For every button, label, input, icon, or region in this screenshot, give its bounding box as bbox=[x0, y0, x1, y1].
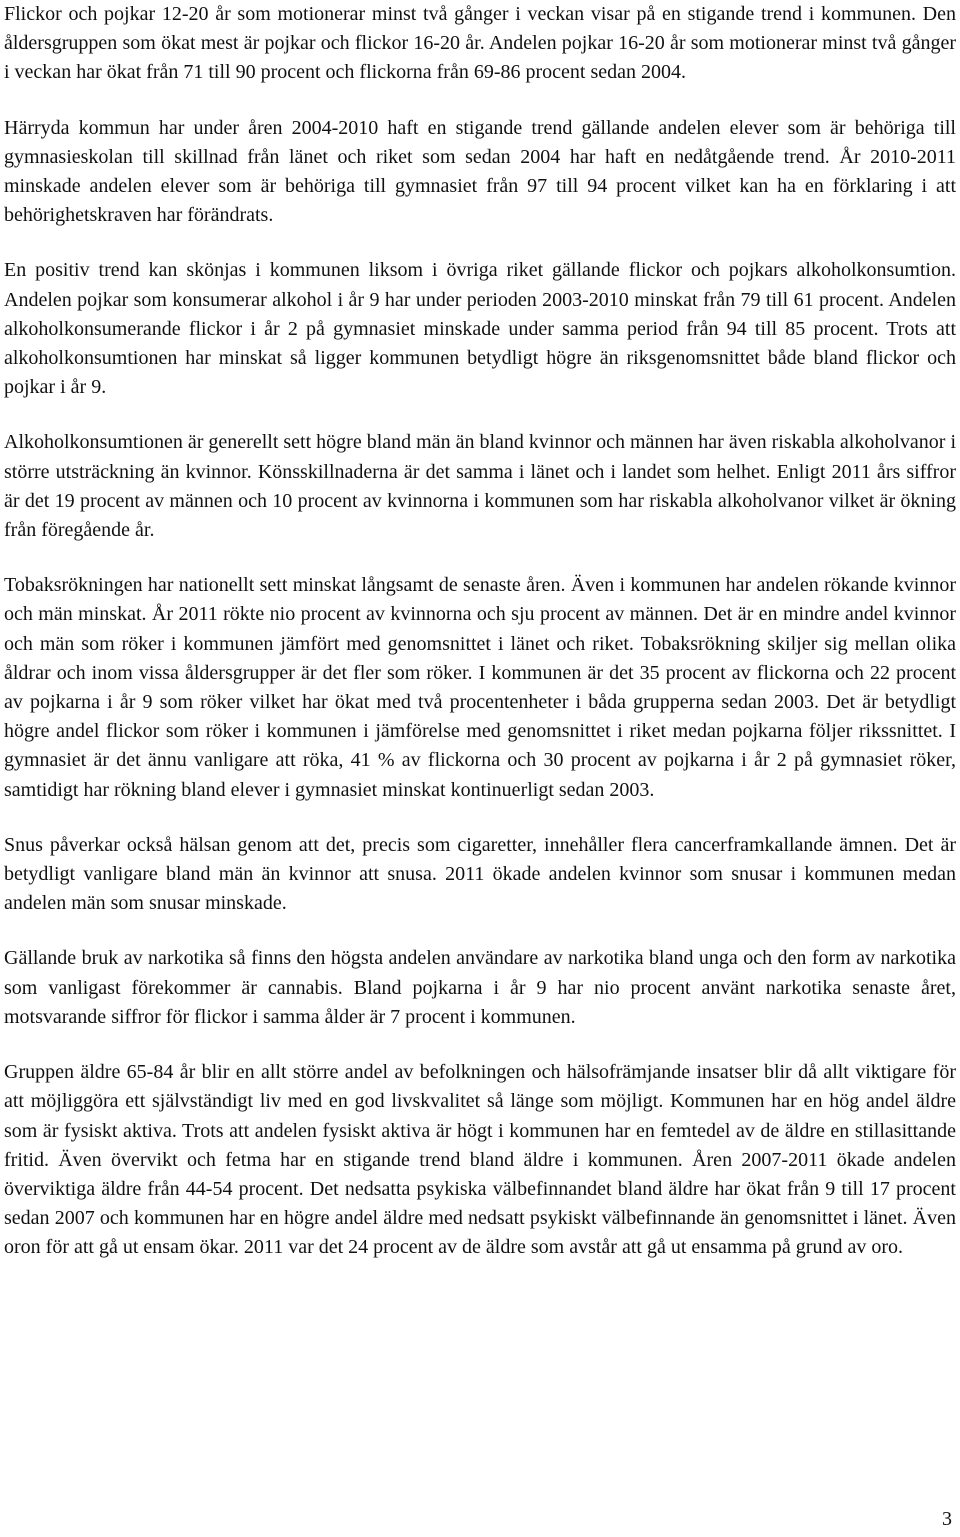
paragraph-exercise: Flickor och pojkar 12-20 år som motionerar minst två gånger i veckan visar på en stigande trend i kommunen. Den åldersgruppen som ökat mest är pojkar och flickor 16-20 år. Andelen pojkar 16-20 år som motionerar minst två gånger i veckan har ökat från 71 till 90 procent och flickorna från 69-86 procent sedan 2004. bbox=[4, 3, 956, 84]
paragraph-snus: Snus påverkar också hälsan genom att det, precis som cigaretter, innehåller flera cancerframkallande ämnen. Det är betydligt vanligare bland män än kvinnor att snusa. 2011 ökade andelen kvinnor som snusar i kommunen medan andelen män som snusar minskade. bbox=[4, 833, 956, 915]
document-page bbox=[4, 0, 956, 1289]
paragraph-adult-alcohol: Alkoholkonsumtionen är generellt sett högre bland män än bland kvinnor och männen har även riskabla alkoholvanor i större utsträckning än kvinnor. Könsskillnaderna är det samma i länet och i landet som helhet. Enligt 2011 års siffror är det 19 procent av männen och 10 procent av kvinnorna i kommunen som har riskabla alkoholvanor vilket är ökning från föregående år. bbox=[4, 431, 956, 542]
paragraph-youth-alcohol: En positiv trend kan skönjas i kommunen liksom i övriga riket gällande flickor och pojkars alkoholkonsumtion. Andelen pojkar som konsumerar alkohol i år 9 har under perioden 2003-2010 minskat från 79 till 61 procent. Andelen alkoholkonsumerande flickor i år 2 på gymnasiet minskade under samma period från 94 till 85 procent. Trots att alkoholkonsumtionen har minskat så ligger kommunen betydligt högre än riksgenomsnittet både bland flickor och pojkar i år 9. bbox=[4, 259, 956, 399]
paragraph-school-eligibility: Härryda kommun har under åren 2004-2010 haft en stigande trend gällande andelen elever som är behöriga till gymnasieskolan till skillnad från länet och riket som sedan 2004 har haft en nedåtgående trend. År 2010-2011 minskade andelen elever som är behöriga till gymnasiet från 97 till 94 procent vilket kan ha en förklaring i att behörighetskraven har förändrats. bbox=[4, 116, 956, 227]
paragraph-narcotics: Gällande bruk av narkotika så finns den högsta andelen användare av narkotika bland unga och den form av narkotika som vanligast förekommer är cannabis. Bland pojkarna i år 9 har nio procent använt narkotika senaste året, motsvarande siffror för flickor i samma ålder är 7 procent i kommunen. bbox=[4, 947, 956, 1028]
page-number: 3 bbox=[942, 1508, 952, 1530]
paragraph-elderly: Gruppen äldre 65-84 år blir en allt större andel av befolkningen och hälsofrämjande insatser blir då allt viktigare för att möjliggöra ett självständigt liv med en god livskvalitet så länge som möjligt. Kommunen har en hög andel äldre som är fysiskt aktiva. Trots att andelen fysiskt aktiva är högt i kommunen har en femtedel av de äldre en stillasittande fritid. Även övervikt och fetma har en stigande trend bland äldre i kommunen. Åren 2007-2011 ökade andelen överviktiga äldre från 44-54 procent. Det nedsatta psykiska välbefinnandet bland äldre har ökat från 9 till 17 procent sedan 2007 och kommunen har en högre andel äldre med nedsatt psykiskt välbefinnande än genomsnittet i länet. Även oron för att gå ut ensam ökar. 2011 var det 24 procent av de äldre som avstår att gå ut ensamma på grund av oro. bbox=[4, 1061, 956, 1259]
paragraph-tobacco: Tobaksrökningen har nationellt sett minskat långsamt de senaste åren. Även i kommunen har andelen rökande kvinnor och män minskat. År 2011 rökte nio procent av kvinnorna och sju procent av männen. Det är en mindre andel kvinnor och män som röker i kommunen jämfört med genomsnittet i länet och riket. Tobaksrökning skiljer sig mellan olika åldrar och inom vissa åldersgrupper är det fler som röker. I kommunen är det 35 procent av flickorna och 22 procent av pojkarna i år 9 som röker vilket har ökat med två procentenheter i båda grupperna sedan 2003. Det är betydligt högre andel flickor som röker i kommunen i jämförelse med genomsnittet i riket medan pojkarna följer rikssnittet. I gymnasiet är det ännu vanligare att röka, 41 % av flickorna och 30 procent av pojkarna i år 2 på gymnasiet röker, samtidigt har rökning bland elever i gymnasiet minskat kontinuerligt sedan 2003. bbox=[4, 574, 956, 801]
